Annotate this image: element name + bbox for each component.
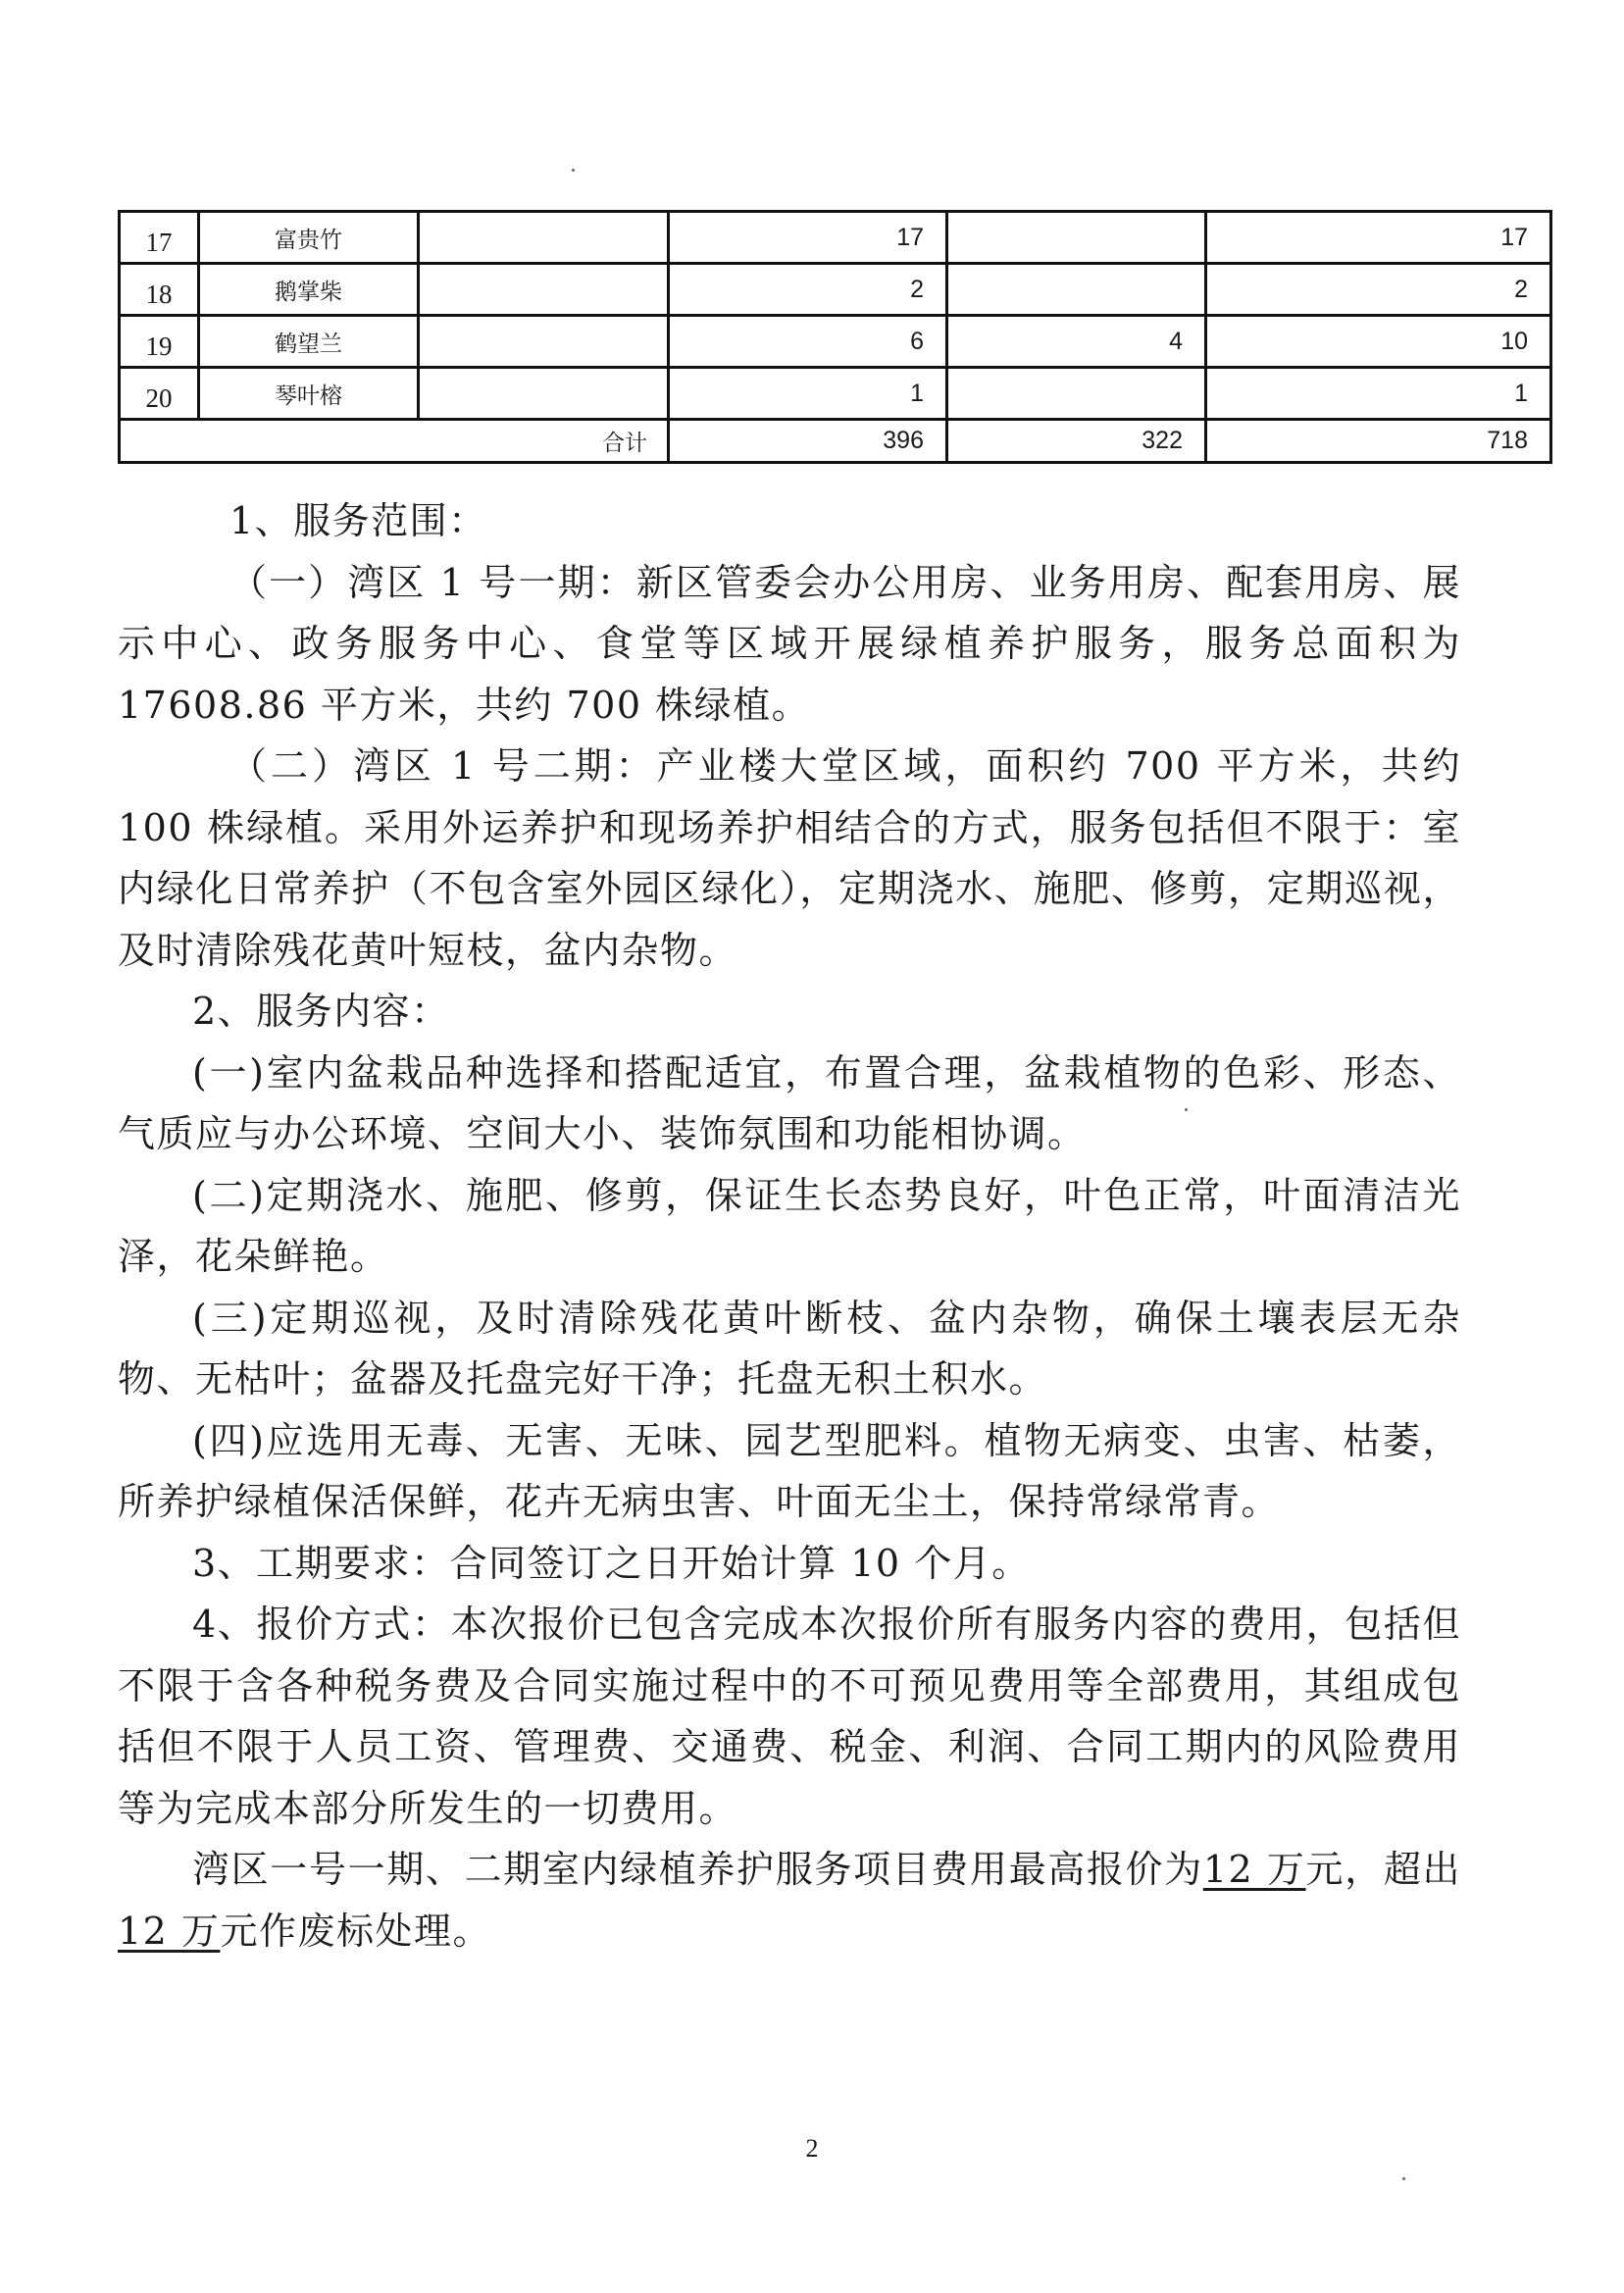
scan-speck <box>572 169 575 172</box>
service-content-item-1: (一)室内盆栽品种选择和搭配适宜，布置合理，盆栽植物的色彩、形态、气质应与办公环境、空间大小、装饰氛围和功能相协调。 <box>118 1050 1461 1155</box>
phase1-quantity: 1 <box>669 368 947 420</box>
section-quotation-method: 4、报价方式：本次报价已包含完成本次报价所有服务内容的费用，包括但不限于含各种税务费及合同实施过程中的不可预见费用等全部费用，其组成包括但不限于人员工资、管理费、交通费、税金、利润、合同工期内的风险费用等为完成本部分所发生的一切费用。 <box>118 1603 1461 1830</box>
plant-quantity-table <box>118 210 1552 464</box>
total-quantity: 2 <box>1206 264 1551 316</box>
table-total-row <box>120 420 1551 463</box>
table-row <box>120 316 1551 368</box>
phase1-quantity: 2 <box>669 264 947 316</box>
grand-total: 718 <box>1206 420 1551 463</box>
table-row <box>120 264 1551 316</box>
phase2-quantity: 4 <box>947 316 1206 368</box>
row-number: 17 <box>120 212 199 264</box>
total-quantity: 1 <box>1206 368 1551 420</box>
max-price-amount: 12 万 <box>1202 1848 1306 1891</box>
max-price-text-c: 元作废标处理。 <box>220 1909 491 1953</box>
table-row <box>120 212 1551 264</box>
cell-empty <box>419 264 669 316</box>
phase1-quantity: 6 <box>669 316 947 368</box>
page-number: 2 <box>805 2134 819 2163</box>
section-service-content-title: 2、服务内容： <box>192 990 450 1033</box>
section-schedule: 3、工期要求：合同签订之日开始计算 10 个月。 <box>192 1541 1031 1585</box>
phase2-quantity <box>947 264 1206 316</box>
cell-empty <box>419 212 669 264</box>
row-number: 20 <box>120 368 199 420</box>
scan-speck <box>1402 2177 1405 2180</box>
phase1-quantity: 17 <box>669 212 947 264</box>
service-content-item-2: (二)定期浇水、施肥、修剪，保证生长态势良好，叶色正常，叶面清洁光泽，花朵鲜艳。 <box>118 1173 1461 1278</box>
service-content-item-4: (四)应选用无毒、无害、无味、园艺型肥料。植物无病变、虫害、枯萎，所养护绿植保活保鲜，花卉无病虫害、叶面无尘土，保持常绿常青。 <box>118 1418 1461 1523</box>
total-quantity: 17 <box>1206 212 1551 264</box>
section-service-scope-title: 1、服务范围： <box>229 499 487 542</box>
service-content-item-3: (三)定期巡视，及时清除残花黄叶断枝、盆内杂物，确保土壤表层无杂物、无枯叶；盆器及托盘完好干净；托盘无积土积水。 <box>118 1296 1461 1401</box>
phase2-total: 322 <box>947 420 1206 463</box>
max-price-text-b: 元，超出 <box>1305 1848 1461 1891</box>
total-quantity: 10 <box>1206 316 1551 368</box>
plant-quantity-table-container <box>118 210 1549 464</box>
cell-empty <box>419 368 669 420</box>
service-scope-phase2: （二）湾区 1 号二期：产业楼大堂区域，面积约 700 平方米，共约 100 株绿植。采用外运养护和现场养护相结合的方式，服务包括但不限于：室内绿化日常养护（不包含室外园区绿化），定期浇水、施肥、修剪，定期巡视，及时清除残花黄叶短枝，盆内杂物。 <box>118 744 1461 972</box>
phase2-quantity <box>947 212 1206 264</box>
cell-empty <box>419 316 669 368</box>
document-body <box>118 490 1461 1962</box>
phase1-total: 396 <box>669 420 947 463</box>
row-number: 19 <box>120 316 199 368</box>
max-price-statement <box>118 1839 1461 1962</box>
scan-speck <box>1185 1108 1188 1111</box>
plant-name: 琴叶榕 <box>199 368 419 420</box>
total-label: 合计 <box>120 420 669 463</box>
service-scope-phase1: （一）湾区 1 号一期：新区管委会办公用房、业务用房、配套用房、展示中心、政务服务中心、食堂等区域开展绿植养护服务，服务总面积为 17608.86 平方米，共约 700 株绿植。 <box>118 560 1461 727</box>
max-price-amount-repeat: 12 万 <box>118 1909 221 1953</box>
plant-name: 富贵竹 <box>199 212 419 264</box>
plant-name: 鹅掌柴 <box>199 264 419 316</box>
table-row <box>120 368 1551 420</box>
phase2-quantity <box>947 368 1206 420</box>
max-price-text-a: 湾区一号一期、二期室内绿植养护服务项目费用最高报价为 <box>192 1848 1203 1891</box>
row-number: 18 <box>120 264 199 316</box>
plant-name: 鹤望兰 <box>199 316 419 368</box>
